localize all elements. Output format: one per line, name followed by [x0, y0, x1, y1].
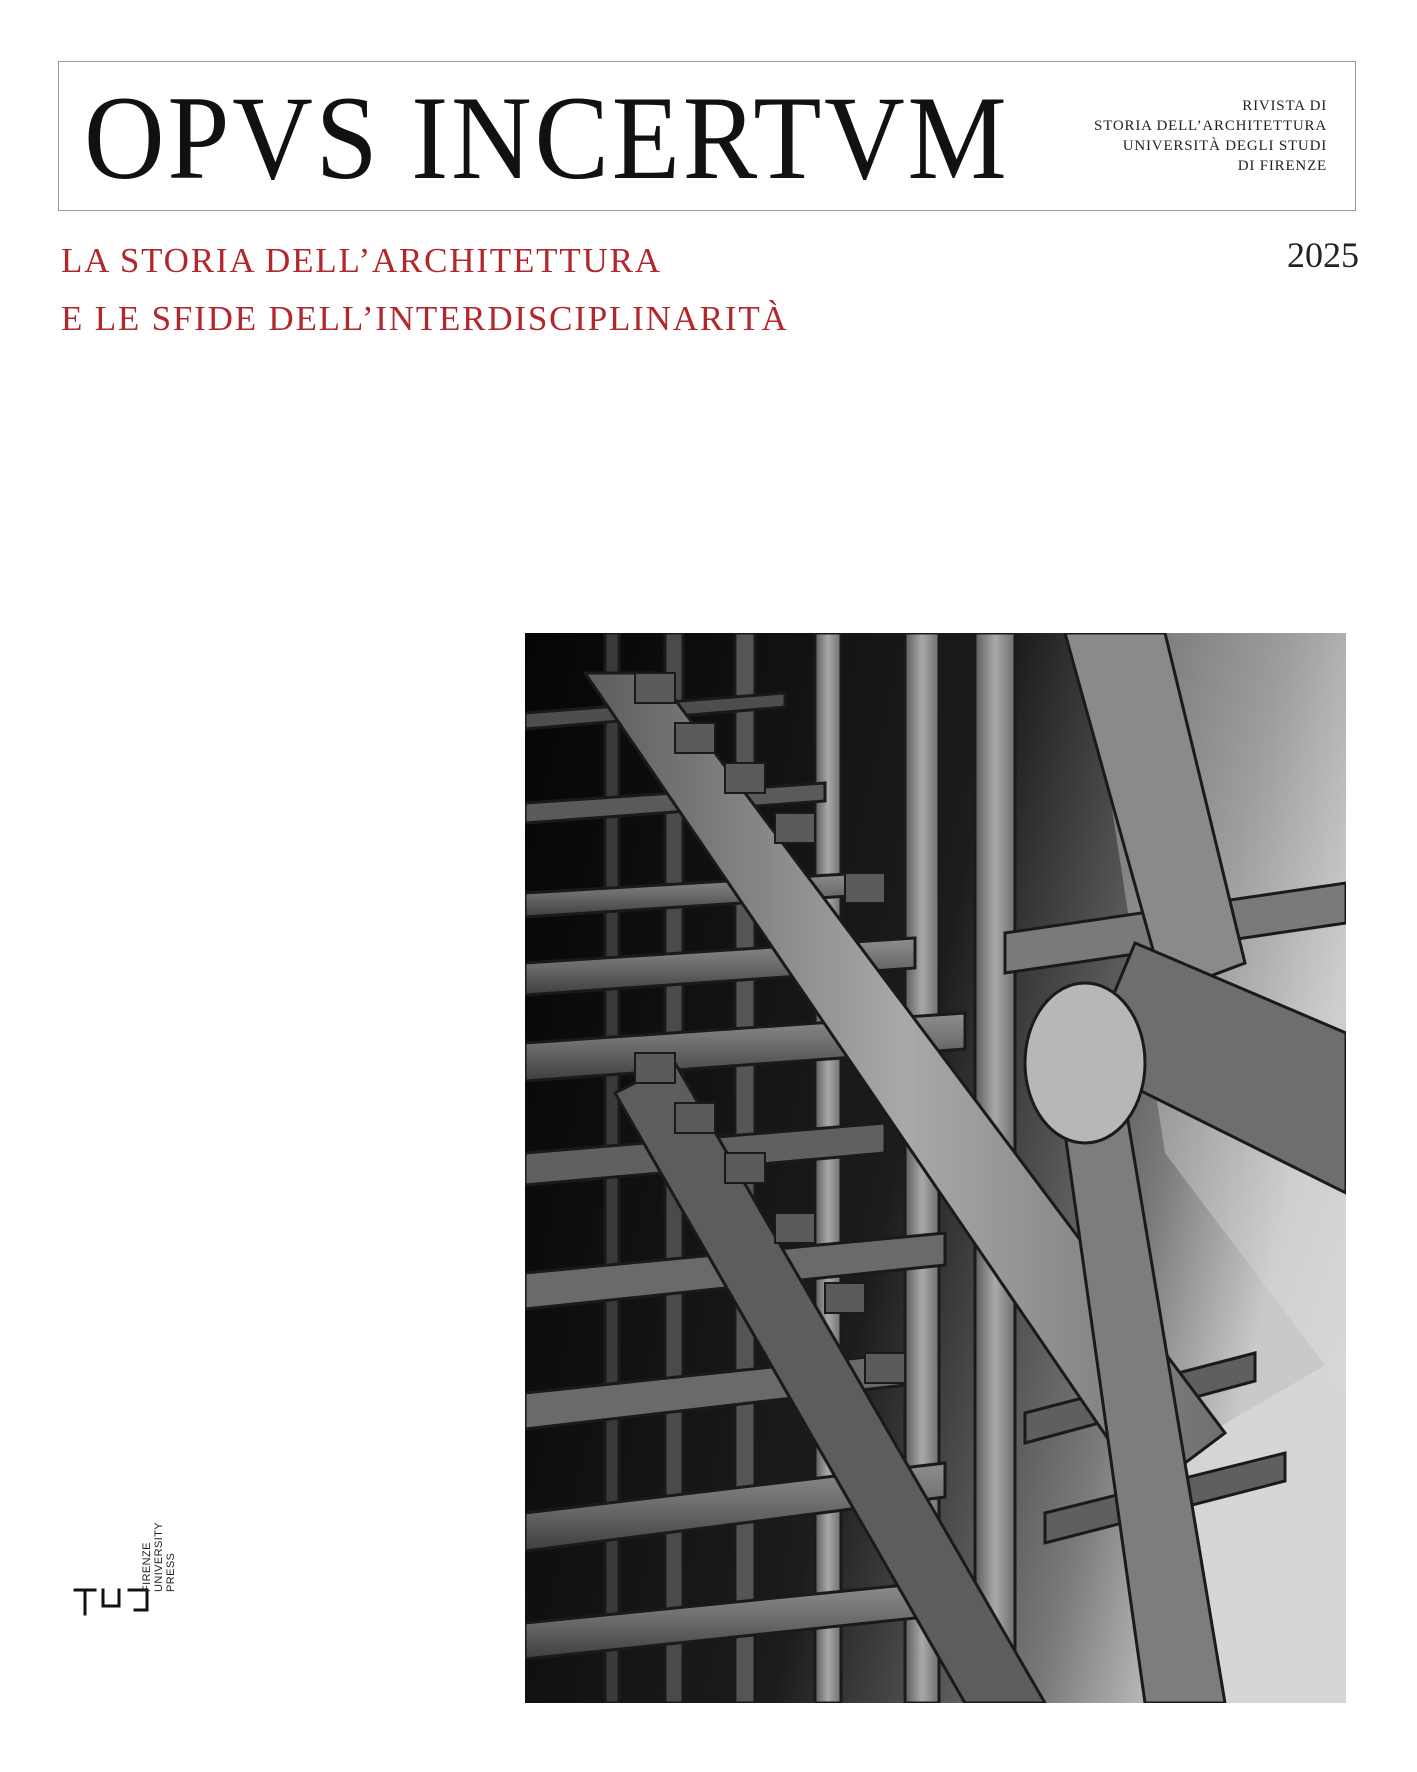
journal-subtitle-line: STORIA DELL’ARCHITETTURA: [1094, 118, 1327, 134]
publisher-name-line: PRESS: [165, 1552, 177, 1592]
journal-subtitle-line: RIVISTA DI: [1242, 98, 1327, 114]
publisher-name-line: FIRENZE: [141, 1542, 153, 1592]
publisher-name: [141, 1522, 177, 1592]
issue-theme-line: E LE SFIDE DELL’INTERDISCIPLINARITÀ: [61, 299, 789, 338]
publisher-name-line: UNIVERSITY: [153, 1521, 165, 1592]
issue-year: 2025: [1287, 235, 1359, 275]
masthead: [58, 61, 1356, 211]
timber-structure-image: [525, 633, 1346, 1703]
journal-subtitle: [1094, 96, 1327, 176]
issue-theme: [61, 232, 789, 348]
issue-theme-line: LA STORIA DELL’ARCHITETTURA: [61, 241, 662, 280]
journal-subtitle-line: UNIVERSITÀ DEGLI STUDI: [1122, 138, 1327, 154]
cover-photo: [525, 633, 1346, 1703]
publisher-logo: [73, 1510, 193, 1630]
journal-subtitle-line: DI FIRENZE: [1237, 158, 1327, 174]
journal-title: OPVS INCERTVM: [84, 71, 1010, 204]
